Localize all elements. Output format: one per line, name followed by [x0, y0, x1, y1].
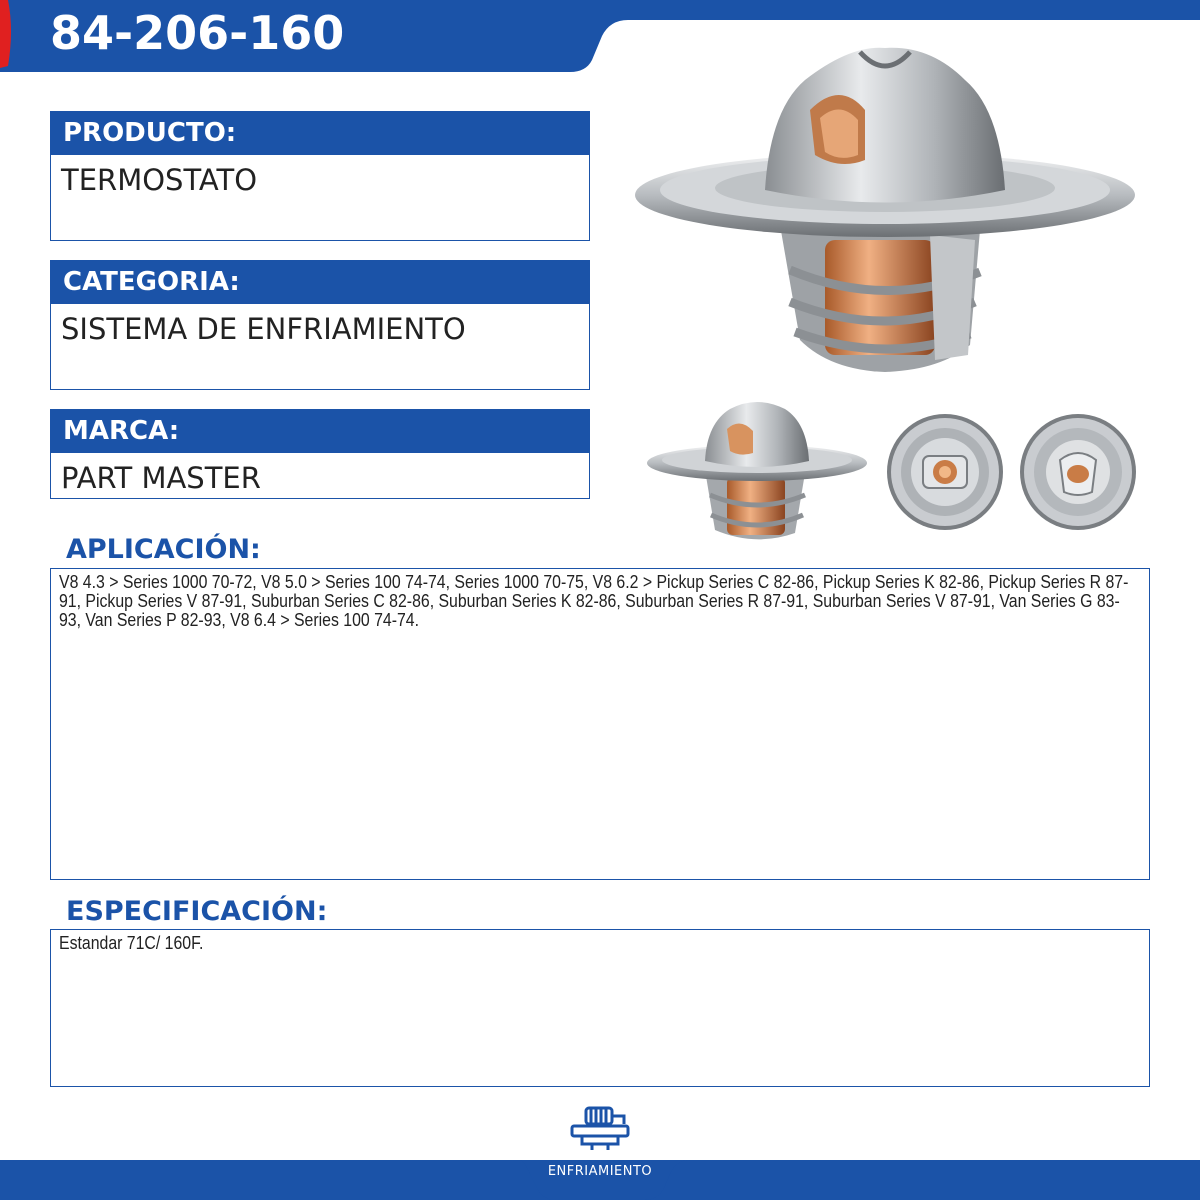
- categoria-label: CATEGORIA:: [50, 260, 590, 304]
- producto-value: TERMOSTATO: [50, 155, 590, 241]
- categoria-box: [50, 260, 590, 390]
- producto-label: PRODUCTO:: [50, 111, 590, 155]
- especificacion-box: [50, 929, 1150, 1087]
- aplicacion-text: V8 4.3 > Series 1000 70-72, V8 5.0 > Series 100 74-74, Series 1000 70-75, V8 6.2 > Pickup Series C 82-86, Pickup Series K 82-86, Pickup Series R 87-91, Pickup Series V 87-91, Suburban Series C 82-86, Suburban Series K 82-86, Suburban Series R 87-91, Suburban Series V 87-91, Van Series G 83-93, Van Series P 82-93, V8 6.4 > Series 100 74-74.: [59, 572, 1129, 630]
- especificacion-title: ESPECIFICACIÓN:: [66, 896, 328, 927]
- marca-value: PART MASTER: [50, 453, 590, 499]
- marca-label: MARCA:: [50, 409, 590, 453]
- marca-box: [50, 409, 590, 499]
- thermostat-main-image: [630, 40, 1140, 385]
- part-number: 84-206-160: [50, 6, 345, 60]
- cooling-pump-icon: [568, 1104, 632, 1152]
- categoria-value: SISTEMA DE ENFRIAMIENTO: [50, 304, 590, 390]
- thermostat-side-image: [645, 395, 870, 550]
- footer-category-label: ENFRIAMIENTO: [547, 1164, 653, 1179]
- thermostat-bottom-image: [885, 412, 1005, 532]
- especificacion-text: Estandar 71C/ 160F.: [59, 933, 204, 953]
- producto-box: [50, 111, 590, 241]
- aplicacion-title: APLICACIÓN:: [66, 534, 261, 565]
- aplicacion-box: [50, 568, 1150, 880]
- thermostat-top-image: [1018, 412, 1138, 532]
